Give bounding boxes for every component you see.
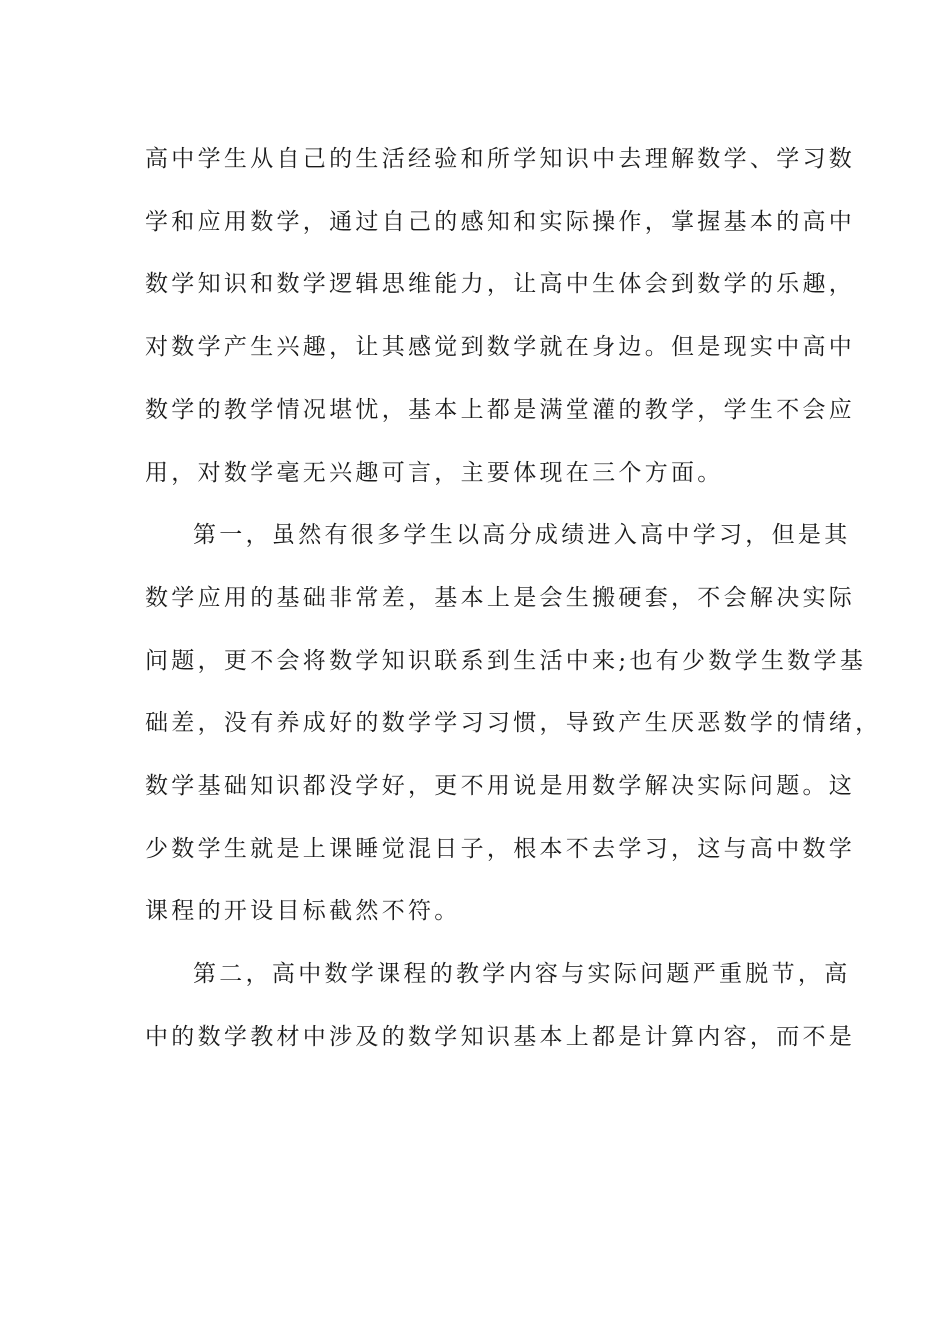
text-line: 数学知识和数学逻辑思维能力，让高中生体会到数学的乐趣， bbox=[145, 271, 856, 298]
text-line: 中的数学教材中涉及的数学知识基本上都是计算内容，而不是 bbox=[145, 1023, 856, 1050]
text-line: 础差，没有养成好的数学学习习惯，导致产生厌恶数学的情绪， bbox=[145, 710, 882, 737]
paragraph-1 bbox=[145, 128, 856, 504]
text-line: 第二，高中数学课程的教学内容与实际问题严重脱节，高 bbox=[193, 961, 851, 988]
text-line: 数学应用的基础非常差，基本上是会生搬硬套，不会解决实际 bbox=[145, 584, 856, 611]
paragraph-2 bbox=[145, 504, 882, 943]
text-line: 问题，更不会将数学知识联系到生活中来;也有少数学生数学基 bbox=[145, 647, 867, 674]
text-line: 第一，虽然有很多学生以高分成绩进入高中学习，但是其 bbox=[193, 522, 851, 549]
paragraph-3 bbox=[145, 943, 856, 1068]
text-line: 用，对数学毫无兴趣可言，主要体现在三个方面。 bbox=[145, 459, 724, 486]
text-line: 数学的教学情况堪忧，基本上都是满堂灌的教学，学生不会应 bbox=[145, 396, 856, 423]
text-line: 高中学生从自己的生活经验和所学知识中去理解数学、学习数 bbox=[145, 146, 856, 172]
text-line: 课程的开设目标截然不符。 bbox=[145, 898, 461, 925]
body-text bbox=[145, 128, 882, 1069]
text-line: 少数学生就是上课睡觉混日子，根本不去学习，这与高中数学 bbox=[145, 835, 856, 862]
text-line: 学和应用数学，通过自己的感知和实际操作，掌握基本的高中 bbox=[145, 208, 856, 235]
text-line: 数学基础知识都没学好，更不用说是用数学解决实际问题。这 bbox=[145, 773, 856, 800]
text-line: 对数学产生兴趣，让其感觉到数学就在身边。但是现实中高中 bbox=[145, 334, 856, 361]
